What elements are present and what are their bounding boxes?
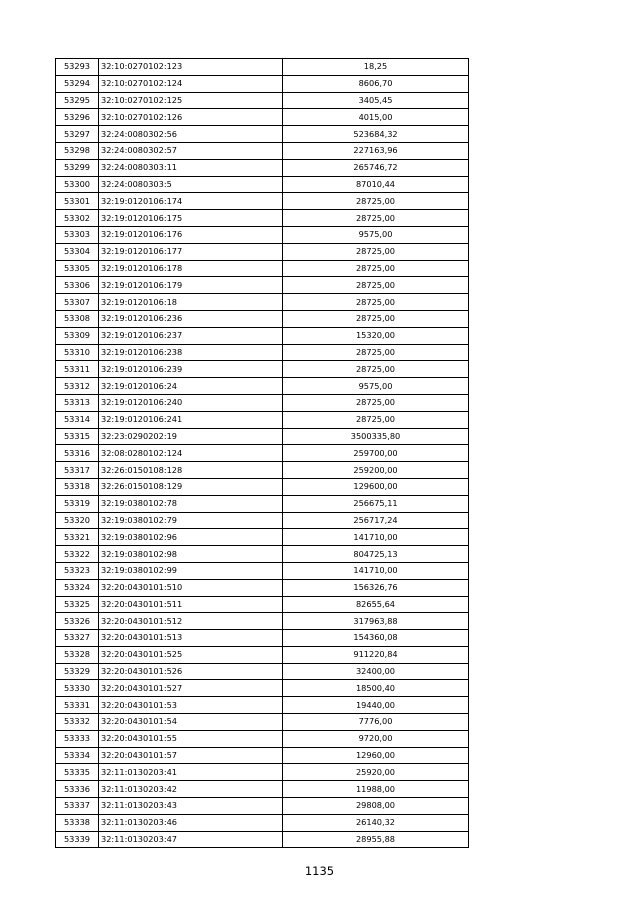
table-row [56,798,469,815]
row-number-cell: 53312 [56,378,99,395]
cadastral-number-cell: 32:11:0130203:42 [99,781,283,798]
cadastral-value-cell: 11988,00 [283,781,469,798]
cadastral-number-cell: 32:19:0120106:18 [99,294,283,311]
cadastral-value-cell: 259200,00 [283,462,469,479]
table-row [56,75,469,92]
row-number-cell: 53305 [56,260,99,277]
cadastral-value-cell: 32400,00 [283,663,469,680]
cadastral-number-cell: 32:19:0120106:236 [99,310,283,327]
cadastral-value-cell: 18,25 [283,59,469,76]
cadastral-value-cell: 28725,00 [283,193,469,210]
row-number-cell: 53314 [56,411,99,428]
cadastral-value-cell: 227163,96 [283,142,469,159]
table-row [56,646,469,663]
cadastral-value-cell: 141710,00 [283,529,469,546]
table-row [56,59,469,76]
cadastral-value-cell: 25920,00 [283,764,469,781]
cadastral-number-cell: 32:10:0270102:125 [99,92,283,109]
cadastral-number-cell: 32:24:0080302:57 [99,142,283,159]
table-row [56,613,469,630]
row-number-cell: 53317 [56,462,99,479]
cadastral-value-cell: 15320,00 [283,327,469,344]
cadastral-number-cell: 32:11:0130203:41 [99,764,283,781]
cadastral-number-cell: 32:20:0430101:510 [99,579,283,596]
cadastral-value-cell: 3500335,80 [283,428,469,445]
cadastral-number-cell: 32:19:0380102:78 [99,495,283,512]
row-number-cell: 53324 [56,579,99,596]
cadastral-number-cell: 32:19:0120106:238 [99,344,283,361]
table-row [56,714,469,731]
table-row [56,428,469,445]
cadastral-value-cell: 129600,00 [283,478,469,495]
table-row [56,462,469,479]
cadastral-value-cell: 28955,88 [283,831,469,848]
cadastral-value-cell: 28725,00 [283,344,469,361]
table-row [56,562,469,579]
row-number-cell: 53339 [56,831,99,848]
cadastral-value-cell: 19440,00 [283,697,469,714]
table-row [56,327,469,344]
table-row [56,193,469,210]
table-row [56,596,469,613]
table-row [56,814,469,831]
cadastral-number-cell: 32:24:0080303:11 [99,159,283,176]
cadastral-value-cell: 26140,32 [283,814,469,831]
row-number-cell: 53328 [56,646,99,663]
cadastral-number-cell: 32:19:0120106:237 [99,327,283,344]
cadastral-number-cell: 32:08:0280102:124 [99,445,283,462]
table-row [56,92,469,109]
cadastral-number-cell: 32:20:0430101:513 [99,630,283,647]
row-number-cell: 53332 [56,714,99,731]
cadastral-value-cell: 28725,00 [283,277,469,294]
cadastral-value-cell: 28725,00 [283,243,469,260]
table-row [56,260,469,277]
cadastral-number-cell: 32:20:0430101:526 [99,663,283,680]
table-row [56,764,469,781]
row-number-cell: 53309 [56,327,99,344]
row-number-cell: 53315 [56,428,99,445]
row-number-cell: 53333 [56,730,99,747]
row-number-cell: 53316 [56,445,99,462]
cadastral-number-cell: 32:19:0120106:239 [99,361,283,378]
table-row [56,126,469,143]
cadastral-value-cell: 12960,00 [283,747,469,764]
page-number: 1135 [304,864,335,878]
cadastral-number-cell: 32:26:0150108:128 [99,462,283,479]
cadastral-value-cell: 28725,00 [283,260,469,277]
table-row [56,411,469,428]
cadastral-value-cell: 28725,00 [283,394,469,411]
cadastral-value-cell: 911220,84 [283,646,469,663]
cadastral-value-cell: 9575,00 [283,226,469,243]
cadastral-number-cell: 32:19:0120106:24 [99,378,283,395]
cadastral-value-cell: 82655,64 [283,596,469,613]
cadastral-value-cell: 8606,70 [283,75,469,92]
table-row [56,294,469,311]
table-row [56,630,469,647]
row-number-cell: 53335 [56,764,99,781]
cadastral-number-cell: 32:20:0430101:57 [99,747,283,764]
cadastral-value-cell: 87010,44 [283,176,469,193]
row-number-cell: 53330 [56,680,99,697]
row-number-cell: 53304 [56,243,99,260]
row-number-cell: 53334 [56,747,99,764]
table-row [56,109,469,126]
row-number-cell: 53321 [56,529,99,546]
row-number-cell: 53308 [56,310,99,327]
table-row [56,142,469,159]
table-row [56,277,469,294]
table-row [56,226,469,243]
table-row [56,210,469,227]
row-number-cell: 53318 [56,478,99,495]
table-row [56,579,469,596]
table-row [56,680,469,697]
cadastral-value-cell: 265746,72 [283,159,469,176]
cadastral-number-cell: 32:23:0290202:19 [99,428,283,445]
table-row [56,243,469,260]
cadastral-value-cell: 4015,00 [283,109,469,126]
cadastral-value-cell: 256717,24 [283,512,469,529]
cadastral-number-cell: 32:19:0120106:176 [99,226,283,243]
row-number-cell: 53310 [56,344,99,361]
table-row [56,378,469,395]
cadastral-value-cell: 9575,00 [283,378,469,395]
cadastral-number-cell: 32:20:0430101:53 [99,697,283,714]
cadastral-value-cell: 317963,88 [283,613,469,630]
row-number-cell: 53307 [56,294,99,311]
cadastral-value-cell: 28725,00 [283,294,469,311]
table-row [56,176,469,193]
row-number-cell: 53313 [56,394,99,411]
cadastral-value-table [55,58,469,848]
cadastral-number-cell: 32:20:0430101:527 [99,680,283,697]
cadastral-number-cell: 32:10:0270102:123 [99,59,283,76]
cadastral-number-cell: 32:10:0270102:126 [99,109,283,126]
cadastral-number-cell: 32:26:0150108:129 [99,478,283,495]
row-number-cell: 53326 [56,613,99,630]
row-number-cell: 53338 [56,814,99,831]
row-number-cell: 53329 [56,663,99,680]
row-number-cell: 53297 [56,126,99,143]
cadastral-number-cell: 32:20:0430101:54 [99,714,283,731]
row-number-cell: 53320 [56,512,99,529]
table-row [56,478,469,495]
row-number-cell: 53299 [56,159,99,176]
cadastral-number-cell: 32:19:0380102:99 [99,562,283,579]
cadastral-number-cell: 32:11:0130203:43 [99,798,283,815]
row-number-cell: 53301 [56,193,99,210]
cadastral-value-cell: 28725,00 [283,310,469,327]
table-row [56,831,469,848]
row-number-cell: 53331 [56,697,99,714]
cadastral-value-cell: 9720,00 [283,730,469,747]
cadastral-number-cell: 32:20:0430101:511 [99,596,283,613]
row-number-cell: 53323 [56,562,99,579]
table-row [56,361,469,378]
cadastral-value-cell: 29808,00 [283,798,469,815]
cadastral-number-cell: 32:20:0430101:512 [99,613,283,630]
cadastral-number-cell: 32:19:0120106:177 [99,243,283,260]
row-number-cell: 53325 [56,596,99,613]
cadastral-value-cell: 804725,13 [283,546,469,563]
table-row [56,495,469,512]
row-number-cell: 53296 [56,109,99,126]
row-number-cell: 53336 [56,781,99,798]
table-row [56,159,469,176]
table-row [56,445,469,462]
cadastral-number-cell: 32:10:0270102:124 [99,75,283,92]
cadastral-value-cell: 28725,00 [283,210,469,227]
table-row [56,344,469,361]
cadastral-value-cell: 141710,00 [283,562,469,579]
cadastral-value-cell: 7776,00 [283,714,469,731]
table-row [56,730,469,747]
cadastral-number-cell: 32:19:0120106:175 [99,210,283,227]
cadastral-number-cell: 32:19:0380102:98 [99,546,283,563]
cadastral-value-cell: 156326,76 [283,579,469,596]
table-row [56,394,469,411]
cadastral-value-cell: 18500,40 [283,680,469,697]
cadastral-value-cell: 154360,08 [283,630,469,647]
row-number-cell: 53298 [56,142,99,159]
row-number-cell: 53337 [56,798,99,815]
row-number-cell: 53295 [56,92,99,109]
cadastral-number-cell: 32:19:0120106:174 [99,193,283,210]
cadastral-number-cell: 32:19:0380102:96 [99,529,283,546]
cadastral-number-cell: 32:20:0430101:525 [99,646,283,663]
cadastral-value-cell: 256675,11 [283,495,469,512]
cadastral-value-cell: 3405,45 [283,92,469,109]
cadastral-value-cell: 28725,00 [283,361,469,378]
cadastral-number-cell: 32:24:0080303:5 [99,176,283,193]
row-number-cell: 53306 [56,277,99,294]
table-row [56,781,469,798]
row-number-cell: 53322 [56,546,99,563]
row-number-cell: 53293 [56,59,99,76]
cadastral-number-cell: 32:11:0130203:46 [99,814,283,831]
row-number-cell: 53319 [56,495,99,512]
cadastral-number-cell: 32:20:0430101:55 [99,730,283,747]
cadastral-value-cell: 523684,32 [283,126,469,143]
table-body [56,59,469,848]
table-row [56,747,469,764]
row-number-cell: 53302 [56,210,99,227]
row-number-cell: 53303 [56,226,99,243]
table-row [56,529,469,546]
cadastral-number-cell: 32:24:0080302:56 [99,126,283,143]
cadastral-number-cell: 32:11:0130203:47 [99,831,283,848]
cadastral-number-cell: 32:19:0380102:79 [99,512,283,529]
cadastral-value-cell: 259700,00 [283,445,469,462]
table-row [56,512,469,529]
table-row [56,310,469,327]
table-row [56,697,469,714]
cadastral-number-cell: 32:19:0120106:241 [99,411,283,428]
cadastral-value-cell: 28725,00 [283,411,469,428]
row-number-cell: 53300 [56,176,99,193]
cadastral-number-cell: 32:19:0120106:179 [99,277,283,294]
table-row [56,663,469,680]
cadastral-number-cell: 32:19:0120106:178 [99,260,283,277]
row-number-cell: 53311 [56,361,99,378]
row-number-cell: 53294 [56,75,99,92]
row-number-cell: 53327 [56,630,99,647]
cadastral-number-cell: 32:19:0120106:240 [99,394,283,411]
table-row [56,546,469,563]
